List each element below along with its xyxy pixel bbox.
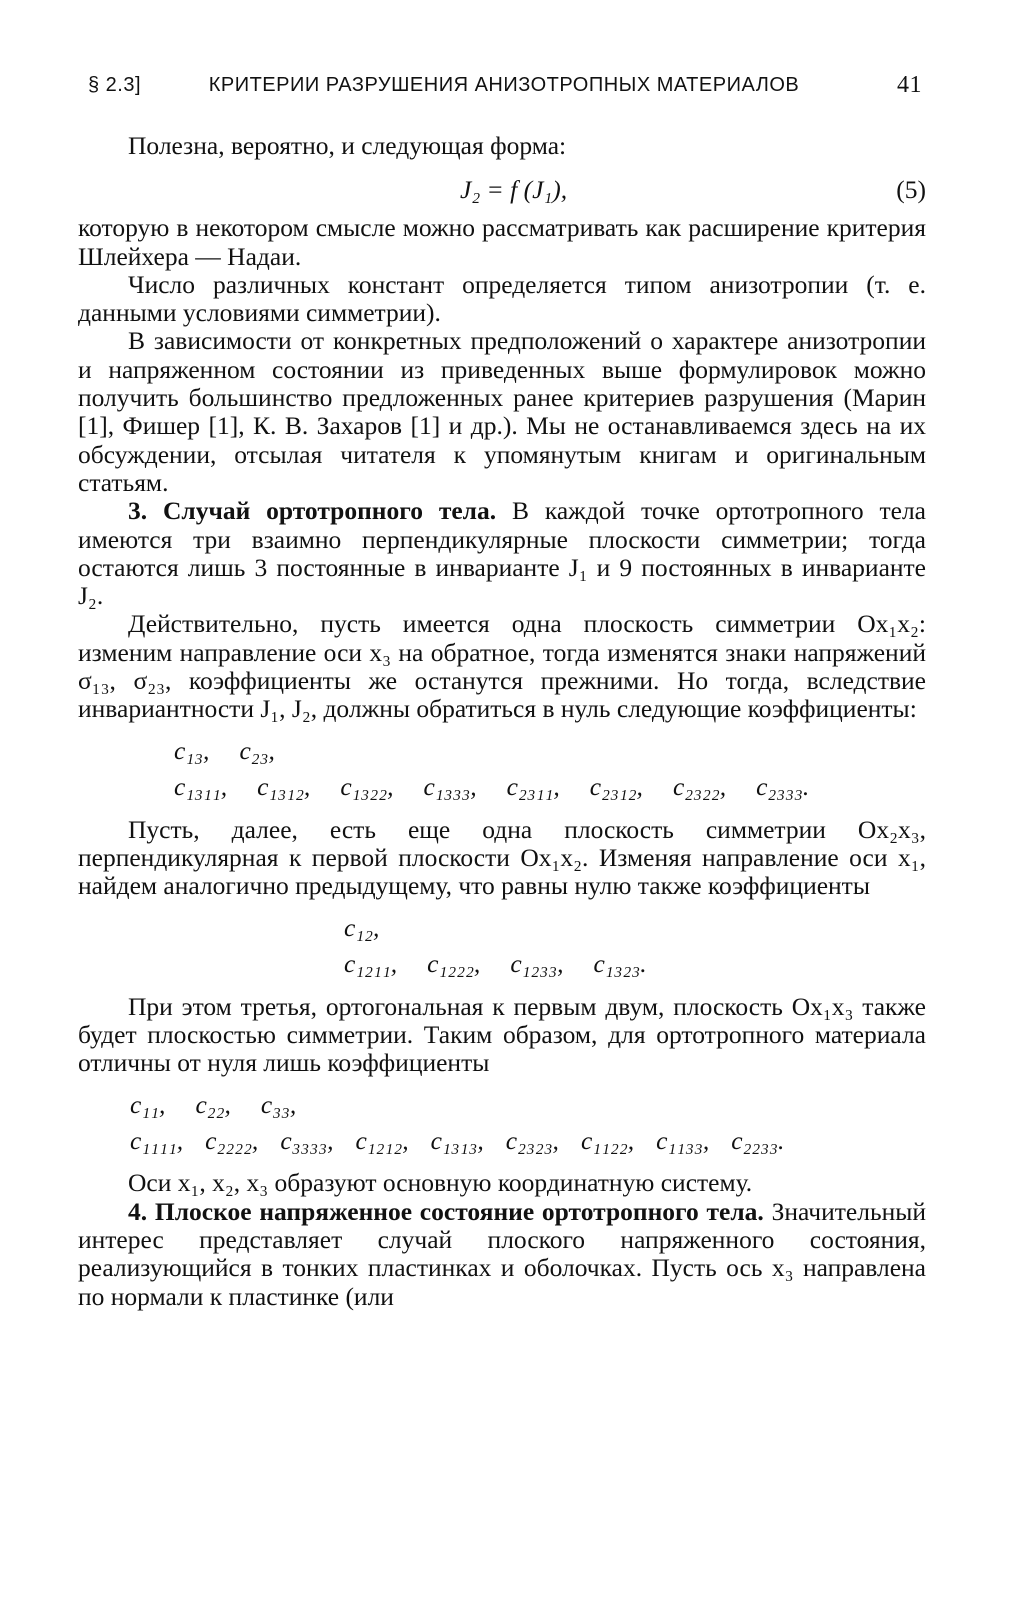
coefficient: c₂₃₁₂, [589,772,643,802]
coefficient: c₁₃₃₃, [423,772,477,802]
zero-coefficients-list-2 [344,911,926,983]
coefficient-row [130,1123,926,1159]
section-number: § 2.3] [88,74,142,96]
coefficient: c₁₁₂₂, [580,1126,635,1156]
coefficient: c₂₂₂₂, [205,1126,259,1156]
coefficient: c₂₃₂₂, [672,772,727,802]
coefficient: c₁₁₃₃, [656,1126,710,1156]
paragraph-symmetry-plane: Действительно, пусть имеется одна плоскость симметрии Ox₁x₂: изменим направление оси x₃ на обратное, тогда изменятся знаки напряжений σ₁₃, σ₂₃, коэффициенты же останутся прежними. Но тогда, вследствие инвариантности J₁, J₂, должны обратиться в нуль следующие коэффициенты: [78,609,926,724]
section-3-heading: 3. Случай ортотропного тела. [128,496,497,526]
paragraph-third-plane: При этом третья, ортогональная к первым двум, плоскость Ox₁x₃ также будет плоскостью симметрии. Таким образом, для ортотропного материала отличны от нуля лишь коэффициенты [78,991,926,1078]
coefficient: c₁₂₃₃, [510,949,564,979]
running-title: КРИТЕРИИ РАЗРУШЕНИЯ АНИЗОТРОПНЫХ МАТЕРИАЛОВ [208,74,800,96]
coefficient: c₁₃, [174,736,210,766]
section-3-paragraph [78,497,926,610]
paragraph-second-plane: Пусть, далее, есть еще одна плоскость симметрии Ox₂x₃, перпендикулярная к первой плоскости Ox₁x₂. Изменяя направление оси x₁, найдем аналогично предыдущему, что равны нулю также коэффициенты [78,814,926,901]
coefficient: c₁₂₁₂, [355,1126,409,1156]
coefficient-row [344,911,926,947]
paragraph-criteria: В зависимости от конкретных предположений о характере анизотропии и напряженном состоянии из приведенных выше формулировок можно получить большинство предложенных ранее критериев разрушения (Марин [1], Фишер [1], К. В. Захаров [1] и др.). Мы не останавливаемся здесь на их обсуждении, отсылая читателя к упомянутым книгам и оригинальным статьям. [78,326,926,497]
coefficient: c₃₃₃₃, [280,1126,334,1156]
coefficient-row [174,734,926,770]
running-header [78,72,930,106]
section-4-heading: 4. Плоское напряженное состояние ортотропного тела. [128,1196,764,1226]
coefficient-row [344,947,926,983]
coefficient: c₂₂₃₃. [731,1126,785,1156]
page-body [78,132,926,1311]
paragraph-axes: Оси x₁, x₂, x₃ образуют основную координатную систему. [128,1168,753,1198]
coefficient-row [174,770,926,806]
equation-5 [78,168,926,210]
coefficient: c₃₃, [260,1090,297,1120]
coefficient-row [130,1087,926,1123]
section-4-paragraph [78,1198,926,1311]
coefficient: c₁₂, [344,913,380,943]
page-number: 41 [897,72,922,98]
coefficient: c₂₃, [239,736,275,766]
zero-coefficients-list-1 [174,734,926,806]
section-4-text: Значительный интерес представляет случай плоского напряженного состояния, реализующийся в тонких пластинках и оболочках. Пусть ось x₃ направлена по нормали к пластинке (или [78,1196,926,1311]
paragraph-constants: Число различных констант определяется типом анизотропии (т. е. данными условиями симметрии). [78,269,926,328]
coefficient: c₂₃₁₁, [506,772,560,802]
coefficient: c₁₃₂₂, [340,772,394,802]
coefficient: c₁₃₁₂, [257,772,311,802]
section-3-text: В каждой точке ортотропного тела имеются три взаимно перпендикулярные плоскости симметрии; тогда остаются лишь 3 постоянные в инварианте J₁ и 9 постоянных в инварианте J₂. [78,496,927,611]
coefficient: c₁₂₁₁, [344,949,398,979]
coefficient: c₁₃₂₃. [593,949,647,979]
paragraph-extension: которую в некотором смысле можно рассматривать как расширение критерия Шлейхера — Надаи. [78,213,926,271]
nonzero-coefficients-list [130,1087,926,1159]
coefficient: c₁₁₁₁, [130,1126,184,1156]
equation-number: (5) [896,175,926,205]
coefficient: c₂₃₃₃. [756,772,810,802]
coefficient: c₁₁, [130,1090,166,1120]
coefficient: c₂₃₂₃, [505,1126,559,1156]
coefficient: c₁₃₁₁, [174,772,228,802]
coefficient: c₂₂, [195,1090,231,1120]
paragraph-intro: Полезна, вероятно, и следующая форма: [128,131,567,160]
coefficient: c₁₂₂₂, [427,949,481,979]
coefficient: c₁₃₁₃, [430,1126,484,1156]
equation-formula: J₂ = f (J₁), [460,175,568,205]
